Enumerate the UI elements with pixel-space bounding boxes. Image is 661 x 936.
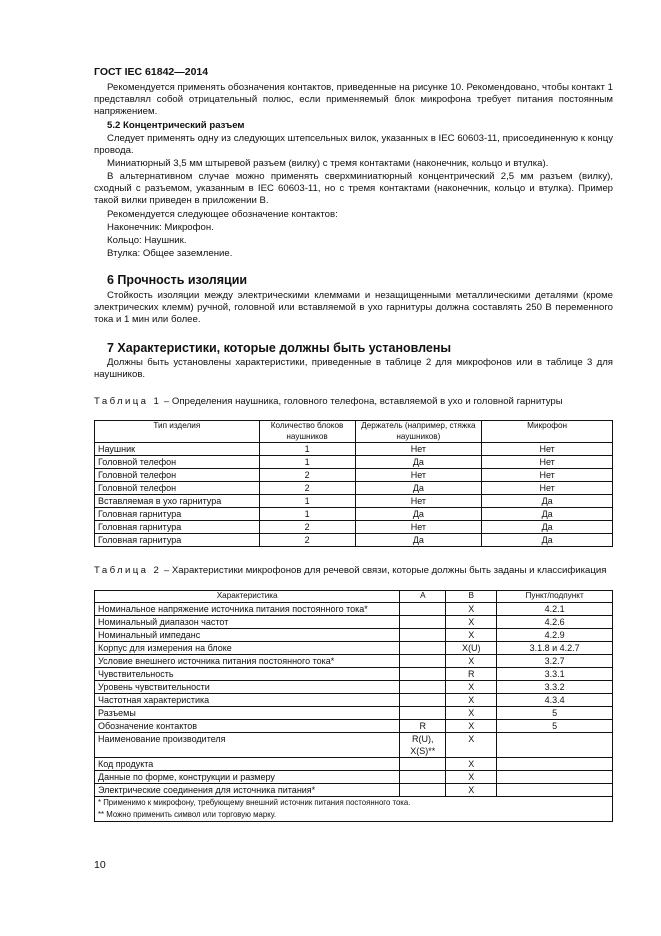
table-cell: R(U), X(S)** — [400, 732, 446, 757]
table-cell: Нет — [355, 495, 482, 508]
table-row — [95, 732, 613, 757]
table1-caption-text: – Определения наушника, головного телефона, вставляемой в ухо и головной гарнитуры — [163, 396, 563, 407]
table-cell: 3.3.1 — [497, 667, 613, 680]
section-heading-7: 7 Характеристики, которые должны быть установлены — [107, 341, 452, 355]
paragraph: Рекомендуется применять обозначения контактов, приведенные на рисунке 10. Рекомендовано, чтобы контакт 1 представлял собой отрицательный полюс, если применяемый блок микрофона требует питания постоянным напряжением. — [94, 82, 613, 118]
table-row — [95, 783, 613, 796]
table-cell: Данные по форме, конструкции и размеру — [95, 770, 400, 783]
table-cell: Да — [355, 482, 482, 495]
table2-header-cell: Характеристика — [95, 591, 400, 603]
table-cell — [400, 628, 446, 641]
table1-caption — [94, 396, 613, 408]
table-cell: 2 — [259, 482, 355, 495]
table-row — [95, 443, 613, 456]
table-cell — [400, 783, 446, 796]
table-cell: X — [446, 680, 497, 693]
table-cell: X — [446, 719, 497, 732]
table-cell — [400, 693, 446, 706]
table-cell: Нет — [482, 456, 613, 469]
table-cell — [400, 770, 446, 783]
table-cell: X(U) — [446, 641, 497, 654]
table1-header-cell: Количество блоков наушников — [259, 421, 355, 443]
table2-note: * Применимо к микрофону, требующему внешний источник питания постоянного тока. — [98, 797, 411, 807]
table-cell: 5 — [497, 719, 613, 732]
table-cell: Головная гарнитура — [95, 521, 260, 534]
table-row — [95, 719, 613, 732]
table2-header-cell: B — [446, 591, 497, 603]
table-cell: 2 — [259, 534, 355, 547]
table-cell: X — [446, 602, 497, 615]
table-cell: Да — [482, 534, 613, 547]
table-cell — [400, 641, 446, 654]
document-header: ГОСТ IEC 61842—2014 — [94, 66, 209, 78]
table-cell — [400, 667, 446, 680]
table-row — [95, 615, 613, 628]
table1-header-cell: Держатель (например, стяжка наушников) — [355, 421, 482, 443]
table-cell: 4.2.6 — [497, 615, 613, 628]
table-cell: Условие внешнего источника питания постоянного тока* — [95, 654, 400, 667]
section-heading-5-2: 5.2 Концентрический разъем — [107, 120, 245, 131]
table-cell: Да — [355, 508, 482, 521]
table-cell: Головной телефон — [95, 469, 260, 482]
table-cell: Код продукта — [95, 757, 400, 770]
table-row — [95, 482, 613, 495]
table-cell: 2 — [259, 469, 355, 482]
table-cell — [400, 757, 446, 770]
table-cell: Головная гарнитура — [95, 534, 260, 547]
table-cell: 1 — [259, 495, 355, 508]
table-row — [95, 521, 613, 534]
table2-notes — [95, 796, 613, 821]
table-cell — [400, 654, 446, 667]
table-cell: Номинальное напряжение источника питания постоянного тока* — [95, 602, 400, 615]
table-cell: X — [446, 757, 497, 770]
table-cell: Номинальный диапазон частот — [95, 615, 400, 628]
table-row — [95, 706, 613, 719]
table1-header-row — [95, 421, 613, 443]
paragraph: Втулка: Общее заземление. — [107, 248, 233, 259]
table-cell: X — [446, 628, 497, 641]
paragraph: Рекомендуется следующее обозначение контактов: — [107, 209, 338, 220]
table-cell: Обозначение контактов — [95, 719, 400, 732]
table-cell — [400, 602, 446, 615]
table-row — [95, 680, 613, 693]
paragraph: В альтернативном случае можно применять сверхминиатюрный концентрический 2,5 мм разъем (вилку), сходный с разъемом, указанным в IEC 60603-11, но с тремя контактами (наконечник, кольцо и втулка). Пример такой вилки приведен в приложении В. — [94, 171, 613, 207]
table-row — [95, 667, 613, 680]
table-cell: 4.2.1 — [497, 602, 613, 615]
paragraph: Миниатюрный 3,5 мм штыревой разъем (вилку) с тремя контактами (наконечник, кольцо и втулка). — [107, 158, 549, 169]
table-cell: Да — [355, 534, 482, 547]
table-cell: Разъемы — [95, 706, 400, 719]
table-cell: X — [446, 770, 497, 783]
section-heading-6: 6 Прочность изоляции — [107, 273, 248, 287]
page-number: 10 — [94, 859, 106, 871]
table-cell: X — [446, 615, 497, 628]
table-cell — [497, 732, 613, 757]
table-cell: Да — [355, 456, 482, 469]
table-cell: X — [446, 783, 497, 796]
table-row — [95, 628, 613, 641]
table-cell: X — [446, 732, 497, 757]
table-cell: 4.2.9 — [497, 628, 613, 641]
table-cell: Наименование производителя — [95, 732, 400, 757]
table-row — [95, 770, 613, 783]
table-cell: 3.1.8 и 4.2.7 — [497, 641, 613, 654]
table-cell — [400, 680, 446, 693]
table-cell: 1 — [259, 443, 355, 456]
table-cell: Нет — [355, 469, 482, 482]
table-cell: Головная гарнитура — [95, 508, 260, 521]
table-row — [95, 602, 613, 615]
table-cell: 4.3.4 — [497, 693, 613, 706]
table-cell: Корпус для измерения на блоке — [95, 641, 400, 654]
table2-caption-text: – Характеристики микрофонов для речевой связи, которые должны быть заданы и классификация — [163, 565, 607, 576]
table-row — [95, 757, 613, 770]
table-cell: 1 — [259, 508, 355, 521]
table-row — [95, 641, 613, 654]
table-cell — [400, 706, 446, 719]
table2 — [94, 590, 613, 822]
table-cell: Да — [482, 521, 613, 534]
table-cell: X — [446, 706, 497, 719]
paragraph: Кольцо: Наушник. — [107, 235, 187, 246]
table-cell — [497, 757, 613, 770]
table-row — [95, 456, 613, 469]
table1-header-cell: Тип изделия — [95, 421, 260, 443]
table2-caption — [94, 565, 613, 577]
table-row — [95, 534, 613, 547]
table2-header-cell: Пункт/подпункт — [497, 591, 613, 603]
table-cell — [497, 770, 613, 783]
table-row — [95, 508, 613, 521]
table-cell: Уровень чувствительности — [95, 680, 400, 693]
table-cell: X — [446, 693, 497, 706]
table-cell: Чувствительность — [95, 667, 400, 680]
table2-note: ** Можно применить символ или торговую марку. — [98, 809, 276, 819]
table-cell: Номинальный импеданс — [95, 628, 400, 641]
table-cell: Головной телефон — [95, 456, 260, 469]
table-cell — [400, 615, 446, 628]
table2-header-cell: A — [400, 591, 446, 603]
paragraph: Следует применять одну из следующих штепсельных вилок, указанных в IEC 60603-11, присоединенную к концу провода. — [94, 133, 613, 157]
table-cell: Нет — [482, 482, 613, 495]
table-cell — [497, 783, 613, 796]
table-cell: Электрические соединения для источника питания* — [95, 783, 400, 796]
table-cell: Да — [482, 495, 613, 508]
paragraph: Наконечник: Микрофон. — [107, 222, 214, 233]
table-row — [95, 654, 613, 667]
table-cell: Да — [482, 508, 613, 521]
table-cell: Вставляемая в ухо гарнитура — [95, 495, 260, 508]
table-cell: 3.2.7 — [497, 654, 613, 667]
table2-header-row — [95, 591, 613, 603]
table-row — [95, 693, 613, 706]
table-cell: X — [446, 654, 497, 667]
table1-caption-label: Таблица 1 — [94, 396, 162, 407]
table-row — [95, 495, 613, 508]
table1-header-cell: Микрофон — [482, 421, 613, 443]
table-cell: R — [400, 719, 446, 732]
table-cell: Головной телефон — [95, 482, 260, 495]
table-row — [95, 469, 613, 482]
table-cell: 1 — [259, 456, 355, 469]
table-cell: 2 — [259, 521, 355, 534]
table-cell: Наушник — [95, 443, 260, 456]
table-cell: 3.3.2 — [497, 680, 613, 693]
table-cell: 5 — [497, 706, 613, 719]
table-cell: Нет — [482, 469, 613, 482]
table-cell: Частотная характеристика — [95, 693, 400, 706]
table-cell: R — [446, 667, 497, 680]
table-cell: Нет — [355, 443, 482, 456]
paragraph: Должны быть установлены характеристики, приведенные в таблице 2 для микрофонов или в таблице 3 для наушников. — [94, 357, 613, 381]
paragraph: Стойкость изоляции между электрическими клеммами и незащищенными металлическими деталями (кроме электрических клемм) ручной, головной или вставляемой в ухо гарнитуры должна составлять 250 В переменного тока и 1 мин или более. — [94, 290, 613, 326]
table1 — [94, 420, 613, 547]
table2-notes-row — [95, 796, 613, 821]
table-cell: Нет — [355, 521, 482, 534]
table2-caption-label: Таблица 2 — [94, 565, 162, 576]
table-cell: Нет — [482, 443, 613, 456]
